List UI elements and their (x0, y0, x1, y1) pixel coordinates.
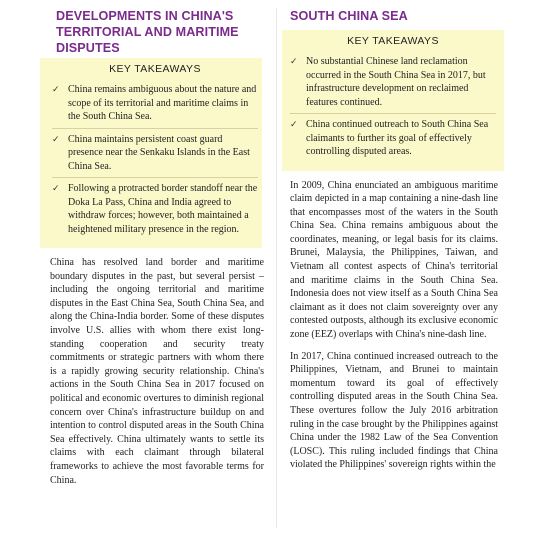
key-takeaway-text: China continued outreach to South China Sea claimants to further its goal of effectively controlling disputed areas. (306, 119, 489, 157)
key-takeaways-title: KEY TAKEAWAYS (109, 63, 201, 75)
key-takeaway-text: Following a protracted border standoff near the Doka La Pass, China and India agreed to withdraw forces; however, both maintained a heightened military presence in the region. (68, 183, 258, 235)
column-divider (276, 8, 277, 528)
check-icon: ✓ (290, 57, 298, 67)
key-takeaway-item (290, 113, 496, 163)
key-takeaway-item (52, 79, 258, 128)
right-column (282, 0, 504, 472)
body-paragraph: In 2017, China continued increased outreach to the Philippines, Vietnam, and Brunei to maintain momentum toward its goal of effectively controlling disputed areas in the South China Sea. These overtures follow the July 2016 arbitration ruling in the case brought by the Philippines against China under the 1982 Law of the Sea Convention (LOSC). This ruling included findings that China violated the Philippines' sovereign rights within the (290, 350, 498, 471)
check-icon: ✓ (52, 85, 60, 95)
body-paragraph: China has resolved land border and maritime boundary disputes in the past, but several persist – including the ongoing territorial and maritime disputes in the East China Sea, South China Sea, and along the China-India border. Some of these disputes involve U.S. allies with whom there exist long-standing cooperation and security treaty commitments or strategic partners with whom there is a rapidly growing security relationship. China's actions in the South China Sea in 2017 focused on political and economic overtures to diminish regional concern over China's infrastructure buildup on and intention to control disputed areas in the South China Sea effectively. China ultimately wants to settle its claims with each claimant through bilateral frameworks to achieve the most favorable terms for China. (50, 257, 264, 486)
left-column (48, 0, 270, 487)
section-heading-south-china-sea: SOUTH CHINA SEA (290, 9, 408, 23)
key-takeaways-title: KEY TAKEAWAYS (347, 35, 439, 47)
key-takeaways-box (40, 58, 262, 248)
key-takeaway-text: China maintains persistent coast guard presence near the Senkaku Islands in the East China Sea. (68, 133, 250, 172)
section-heading-territorial-disputes: DEVELOPMENTS IN CHINA'S TERRITORIAL AND MARITIME DISPUTES (56, 9, 239, 55)
key-takeaways-list (290, 51, 496, 163)
key-takeaway-item (52, 128, 258, 178)
key-takeaways-list (52, 79, 258, 240)
key-takeaway-item (290, 51, 496, 113)
check-icon: ✓ (52, 184, 60, 194)
key-takeaways-box (282, 30, 504, 171)
key-takeaway-item (52, 177, 258, 240)
key-takeaway-text: China remains ambiguous about the nature and scope of its territorial and maritime claims in the South China Sea. (68, 84, 257, 122)
key-takeaway-text: No substantial Chinese land reclamation occurred in the South China Sea in 2017, but infrastructure development on reclaimed features continued. (306, 56, 486, 108)
body-paragraph: In 2009, China enunciated an ambiguous maritime claim depicted in a map containing a nine-dash line that encompasses most of the waters in the South China Sea. China remains ambiguous about the coordinates, meaning, or legal basis for its claims. Brunei, Malaysia, the Philippines, Taiwan, and Vietnam all contest aspects of China's territorial and maritime claims in the South China Sea. Indonesia does not view itself as a South China Sea claimant as it does not claim sovereignty over any contested outposts, although its exclusive economic zone (EEZ) overlaps with China's nine-dash line. (290, 179, 498, 341)
check-icon: ✓ (52, 134, 60, 145)
check-icon: ✓ (290, 120, 298, 130)
